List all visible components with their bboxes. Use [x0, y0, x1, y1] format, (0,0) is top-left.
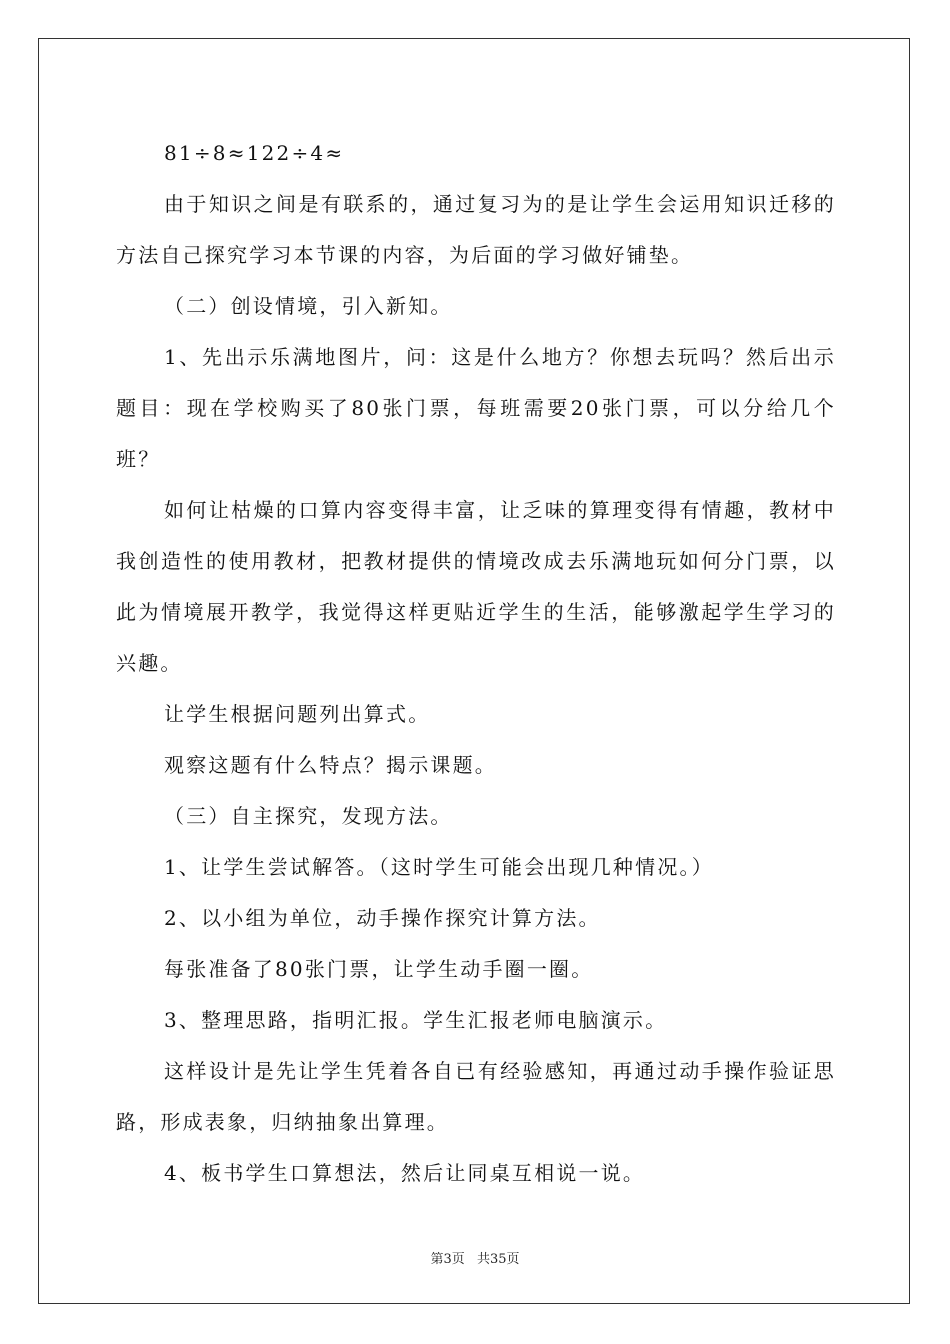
- paragraph-context-design: 如何让枯燥的口算内容变得丰富，让乏味的算理变得有情趣，教材中我创造性的使用教材，把教材提供的情境改成去乐满地玩如何分门票，以此为情境展开教学，我觉得这样更贴近学生的生活，能够激起学生学习的兴趣。: [116, 498, 836, 675]
- page-total: 共35页: [476, 1252, 520, 1267]
- page-footer: [0, 1248, 950, 1267]
- paragraph-list-formula: 让学生根据问题列出算式。: [164, 702, 431, 726]
- paragraph-board-writing: 4、板书学生口算想法，然后让同桌互相说一说。: [164, 1161, 646, 1185]
- paragraph-try-solve: 1、让学生尝试解答。（这时学生可能会出现几种情况。）: [164, 855, 714, 879]
- paragraph-observe: 观察这题有什么特点？揭示课题。: [164, 753, 497, 777]
- section-heading-3: （三）自主探究，发现方法。: [164, 804, 453, 828]
- paragraph-group-work: 2、以小组为单位，动手操作探究计算方法。: [164, 906, 601, 930]
- document-body: [116, 128, 836, 1199]
- page-number: 第3页: [430, 1252, 465, 1267]
- paragraph-formula: 81÷8≈122÷4≈: [164, 141, 345, 165]
- paragraph-report: 3、整理思路，指明汇报。学生汇报老师电脑演示。: [164, 1008, 668, 1032]
- paragraph-design-note: 这样设计是先让学生凭着各自已有经验感知，再通过动手操作验证思路，形成表象，归纳抽象出算理。: [116, 1059, 836, 1134]
- paragraph-review-purpose: 由于知识之间是有联系的，通过复习为的是让学生会运用知识迁移的方法自己探究学习本节课的内容，为后面的学习做好铺垫。: [116, 192, 836, 267]
- section-heading-2: （二）创设情境，引入新知。: [164, 294, 453, 318]
- paragraph-tickets: 每张准备了80张门票，让学生动手圈一圈。: [164, 957, 594, 981]
- paragraph-step-1: 1、先出示乐满地图片，问：这是什么地方？你想去玩吗？然后出示题目：现在学校购买了80张门票，每班需要20张门票，可以分给几个班？: [116, 345, 836, 471]
